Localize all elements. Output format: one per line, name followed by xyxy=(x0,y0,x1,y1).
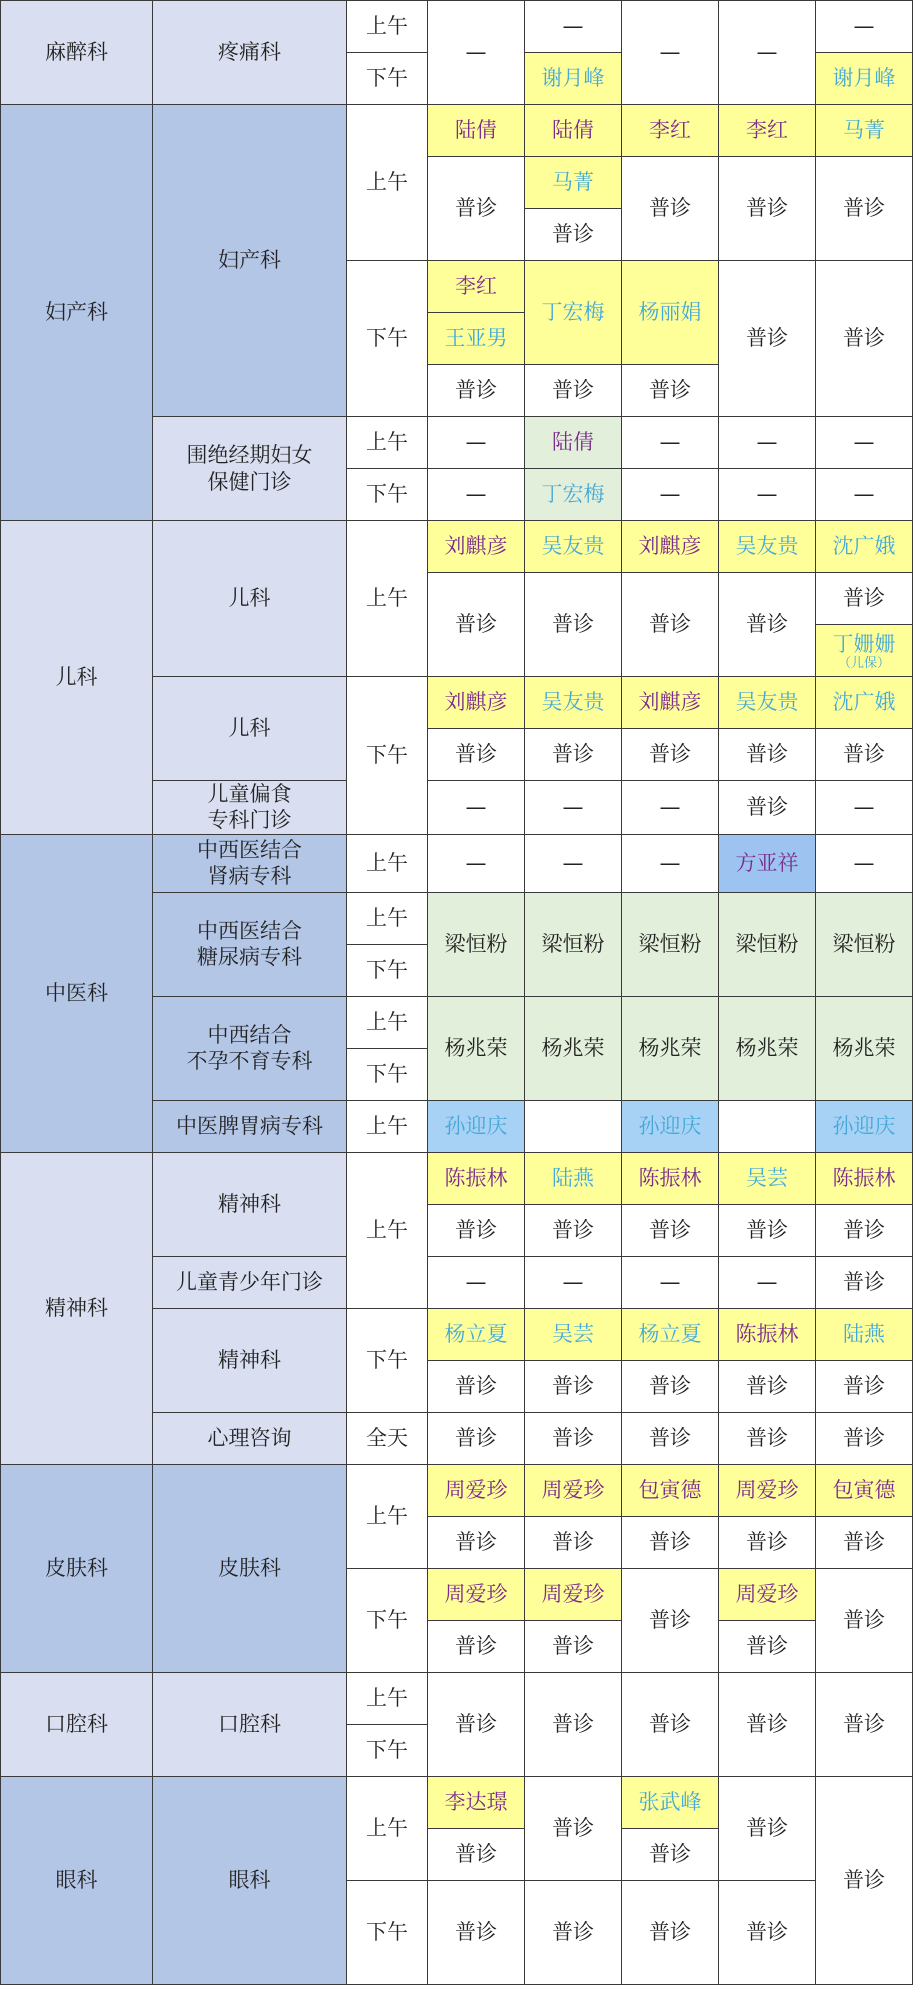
clinic-cell: 疼痛科 xyxy=(153,1,347,105)
general-clinic-cell: 普诊 xyxy=(525,1776,622,1880)
dash-cell: — xyxy=(816,469,913,521)
doctor-cell: 李红 xyxy=(719,105,816,157)
general-clinic-cell: 普诊 xyxy=(622,1516,719,1568)
general-clinic-cell: 普诊 xyxy=(816,729,913,781)
clinic-cell: 围绝经期妇女 保健门诊 xyxy=(153,417,347,521)
doctor-cell: 杨兆荣 xyxy=(719,996,816,1100)
general-clinic-cell: 普诊 xyxy=(428,1880,525,1984)
session-cell: 上午 xyxy=(347,996,428,1048)
dash-cell: — xyxy=(428,417,525,469)
clinic-cell: 中医脾胃病专科 xyxy=(153,1100,347,1152)
doctor-cell: 孙迎庆 xyxy=(622,1100,719,1152)
general-clinic-cell: 普诊 xyxy=(428,729,525,781)
general-clinic-cell: 普诊 xyxy=(719,1204,816,1256)
dash-cell: — xyxy=(428,781,525,835)
clinic-cell: 精神科 xyxy=(153,1152,347,1256)
general-clinic-cell: 普诊 xyxy=(622,1360,719,1412)
doctor-cell: 梁恒粉 xyxy=(428,892,525,996)
doctor-cell: 周爱珍 xyxy=(428,1568,525,1620)
doctor-cell: 方亚祥 xyxy=(719,834,816,892)
general-clinic-cell: 普诊 xyxy=(719,1516,816,1568)
general-clinic-cell: 普诊 xyxy=(816,1204,913,1256)
doctor-cell: 吴友贵 xyxy=(719,677,816,729)
session-cell: 上午 xyxy=(347,1672,428,1724)
clinic-cell: 中西结合 不孕不育专科 xyxy=(153,996,347,1100)
dash-cell: — xyxy=(816,1,913,53)
child-care-note: （儿保） xyxy=(837,656,890,672)
doctor-cell: 杨兆荣 xyxy=(816,996,913,1100)
general-clinic-cell: 普诊 xyxy=(428,365,525,417)
doctor-cell: 杨兆荣 xyxy=(428,996,525,1100)
session-cell: 下午 xyxy=(347,1724,428,1776)
clinic-cell: 口腔科 xyxy=(153,1672,347,1776)
dash-cell: — xyxy=(428,469,525,521)
dash-cell: — xyxy=(525,781,622,835)
general-clinic-cell: 普诊 xyxy=(622,573,719,677)
general-clinic-cell: 普诊 xyxy=(525,1880,622,1984)
dash-cell: — xyxy=(719,469,816,521)
doctor-cell: 谢月峰 xyxy=(525,53,622,105)
session-cell: 上午 xyxy=(347,521,428,677)
general-clinic-cell: 普诊 xyxy=(816,1516,913,1568)
doctor-cell: 沈广娥 xyxy=(816,521,913,573)
dash-cell: — xyxy=(622,469,719,521)
doctor-cell: 陈振林 xyxy=(719,1308,816,1360)
general-clinic-cell: 普诊 xyxy=(428,157,525,261)
doctor-cell: 吴友贵 xyxy=(719,521,816,573)
doctor-cell: 吴友贵 xyxy=(525,521,622,573)
doctor-cell: 马菁 xyxy=(525,157,622,209)
general-clinic-cell: 普诊 xyxy=(622,1568,719,1672)
general-clinic-cell: 普诊 xyxy=(622,365,719,417)
general-clinic-cell: 普诊 xyxy=(719,1620,816,1672)
session-cell: 下午 xyxy=(347,1308,428,1412)
dash-cell: — xyxy=(719,417,816,469)
doctor-cell: 吴友贵 xyxy=(525,677,622,729)
doctor-cell: 杨兆荣 xyxy=(622,996,719,1100)
general-clinic-cell: 普诊 xyxy=(816,1412,913,1464)
dash-cell: — xyxy=(525,834,622,892)
general-clinic-cell: 普诊 xyxy=(816,1672,913,1776)
doctor-cell: 孙迎庆 xyxy=(816,1100,913,1152)
clinic-cell: 眼科 xyxy=(153,1776,347,1984)
session-cell: 下午 xyxy=(347,1568,428,1672)
dash-cell: — xyxy=(816,834,913,892)
doctor-cell: 谢月峰 xyxy=(816,53,913,105)
doctor-cell: 张武峰 xyxy=(622,1776,719,1828)
clinic-cell: 皮肤科 xyxy=(153,1464,347,1672)
general-clinic-cell: 普诊 xyxy=(622,1880,719,1984)
department-cell: 口腔科 xyxy=(1,1672,153,1776)
general-clinic-cell: 普诊 xyxy=(428,1360,525,1412)
general-clinic-cell: 普诊 xyxy=(428,1516,525,1568)
general-clinic-cell: 普诊 xyxy=(428,1672,525,1776)
general-clinic-cell: 普诊 xyxy=(622,1672,719,1776)
doctor-cell: 吴芸 xyxy=(719,1152,816,1204)
clinic-cell: 精神科 xyxy=(153,1308,347,1412)
doctor-cell: 杨丽娟 xyxy=(622,261,719,365)
doctor-cell: 刘麒彦 xyxy=(622,521,719,573)
session-cell: 全天 xyxy=(347,1412,428,1464)
department-cell: 精神科 xyxy=(1,1152,153,1464)
doctor-cell: 陆倩 xyxy=(525,417,622,469)
doctor-cell: 丁宏梅 xyxy=(525,261,622,365)
dash-cell: — xyxy=(428,1,525,105)
clinic-cell: 儿科 xyxy=(153,521,347,677)
dash-cell: — xyxy=(525,1,622,53)
general-clinic-cell: 普诊 xyxy=(719,1672,816,1776)
doctor-cell: 梁恒粉 xyxy=(816,892,913,996)
general-clinic-cell: 普诊 xyxy=(622,729,719,781)
doctor-cell: 杨立夏 xyxy=(428,1308,525,1360)
department-cell: 中医科 xyxy=(1,834,153,1152)
doctor-cell: 杨立夏 xyxy=(622,1308,719,1360)
general-clinic-cell: 普诊 xyxy=(816,1568,913,1672)
dash-cell: — xyxy=(525,1256,622,1308)
session-cell: 下午 xyxy=(347,1880,428,1984)
doctor-cell: 梁恒粉 xyxy=(622,892,719,996)
session-cell: 下午 xyxy=(347,469,428,521)
session-cell: 上午 xyxy=(347,1152,428,1308)
department-cell: 眼科 xyxy=(1,1776,153,1984)
doctor-cell: 孙迎庆 xyxy=(428,1100,525,1152)
doctor-cell: 李红 xyxy=(622,105,719,157)
general-clinic-cell: 普诊 xyxy=(525,1672,622,1776)
dash-cell: — xyxy=(428,834,525,892)
empty-cell xyxy=(719,1100,816,1152)
general-clinic-cell: 普诊 xyxy=(428,573,525,677)
doctor-cell: 周爱珍 xyxy=(719,1568,816,1620)
doctor-cell: 陆燕 xyxy=(816,1308,913,1360)
general-clinic-cell: 普诊 xyxy=(525,365,622,417)
general-clinic-cell: 普诊 xyxy=(525,1516,622,1568)
doctor-cell: 陆倩 xyxy=(428,105,525,157)
general-clinic-cell: 普诊 xyxy=(428,1204,525,1256)
department-cell: 皮肤科 xyxy=(1,1464,153,1672)
session-cell: 上午 xyxy=(347,417,428,469)
doctor-cell: 吴芸 xyxy=(525,1308,622,1360)
doctor-cell: 李达璟 xyxy=(428,1776,525,1828)
clinic-cell: 儿童偏食 专科门诊 xyxy=(153,781,347,835)
department-cell: 妇产科 xyxy=(1,105,153,521)
general-clinic-cell: 普诊 xyxy=(525,1412,622,1464)
dash-cell: — xyxy=(622,1256,719,1308)
dash-cell: — xyxy=(428,1256,525,1308)
doctor-cell: 刘麒彦 xyxy=(428,521,525,573)
doctor-cell: 周爱珍 xyxy=(525,1568,622,1620)
clinic-cell: 妇产科 xyxy=(153,105,347,417)
session-cell: 上午 xyxy=(347,105,428,261)
session-cell: 上午 xyxy=(347,834,428,892)
dash-cell: — xyxy=(622,1,719,105)
general-clinic-cell: 普诊 xyxy=(525,1360,622,1412)
general-clinic-cell: 普诊 xyxy=(816,1360,913,1412)
general-clinic-cell: 普诊 xyxy=(719,157,816,261)
doctor-cell: 刘麒彦 xyxy=(428,677,525,729)
empty-cell xyxy=(525,1100,622,1152)
clinic-cell: 儿童青少年门诊 xyxy=(153,1256,347,1308)
doctor-cell: 丁宏梅 xyxy=(525,469,622,521)
session-cell: 下午 xyxy=(347,53,428,105)
doctor-cell: 沈广娥 xyxy=(816,677,913,729)
doctor-name: 丁姗姗 xyxy=(832,631,896,656)
general-clinic-cell: 普诊 xyxy=(816,1776,913,1984)
general-clinic-cell: 普诊 xyxy=(719,573,816,677)
dash-cell: — xyxy=(622,781,719,835)
general-clinic-cell: 普诊 xyxy=(719,1880,816,1984)
doctor-cell: 陆燕 xyxy=(525,1152,622,1204)
doctor-cell: 陈振林 xyxy=(622,1152,719,1204)
doctor-cell: 陈振林 xyxy=(428,1152,525,1204)
session-cell: 下午 xyxy=(347,677,428,835)
dash-cell: — xyxy=(816,417,913,469)
clinic-cell: 中西医结合 糖尿病专科 xyxy=(153,892,347,996)
session-cell: 上午 xyxy=(347,892,428,944)
general-clinic-cell: 普诊 xyxy=(719,1776,816,1880)
session-cell: 上午 xyxy=(347,1100,428,1152)
doctor-cell: 马菁 xyxy=(816,105,913,157)
dash-cell: — xyxy=(622,417,719,469)
clinic-cell: 中西医结合 肾病专科 xyxy=(153,834,347,892)
general-clinic-cell: 普诊 xyxy=(428,1412,525,1464)
general-clinic-cell: 普诊 xyxy=(816,1256,913,1308)
doctor-cell: 包寅德 xyxy=(816,1464,913,1516)
dash-cell: — xyxy=(719,1,816,105)
department-cell: 麻醉科 xyxy=(1,1,153,105)
general-clinic-cell: 普诊 xyxy=(816,261,913,417)
clinic-cell: 儿科 xyxy=(153,677,347,781)
dash-cell: — xyxy=(719,1256,816,1308)
general-clinic-cell: 普诊 xyxy=(622,1204,719,1256)
doctor-cell: 杨兆荣 xyxy=(525,996,622,1100)
general-clinic-cell: 普诊 xyxy=(525,1620,622,1672)
doctor-cell: 周爱珍 xyxy=(719,1464,816,1516)
general-clinic-cell: 普诊 xyxy=(816,157,913,261)
general-clinic-cell: 普诊 xyxy=(719,781,816,835)
doctor-cell: 梁恒粉 xyxy=(525,892,622,996)
session-cell: 下午 xyxy=(347,261,428,417)
general-clinic-cell: 普诊 xyxy=(525,729,622,781)
session-cell: 下午 xyxy=(347,1048,428,1100)
doctor-cell: 李红 xyxy=(428,261,525,313)
clinic-cell: 心理咨询 xyxy=(153,1412,347,1464)
general-clinic-cell: 普诊 xyxy=(525,209,622,261)
session-cell: 上午 xyxy=(347,1776,428,1880)
general-clinic-cell: 普诊 xyxy=(428,1620,525,1672)
general-clinic-cell: 普诊 xyxy=(525,1204,622,1256)
doctor-cell: 陈振林 xyxy=(816,1152,913,1204)
general-clinic-cell: 普诊 xyxy=(525,573,622,677)
general-clinic-cell: 普诊 xyxy=(428,1828,525,1880)
session-cell: 上午 xyxy=(347,1,428,53)
general-clinic-cell: 普诊 xyxy=(719,261,816,417)
doctor-cell: 周爱珍 xyxy=(428,1464,525,1516)
session-cell: 下午 xyxy=(347,944,428,996)
general-clinic-cell: 普诊 xyxy=(719,1412,816,1464)
doctor-cell xyxy=(816,625,913,677)
dash-cell: — xyxy=(622,834,719,892)
general-clinic-cell: 普诊 xyxy=(719,729,816,781)
general-clinic-cell: 普诊 xyxy=(719,1360,816,1412)
general-clinic-cell: 普诊 xyxy=(622,1828,719,1880)
doctor-cell: 刘麒彦 xyxy=(622,677,719,729)
department-cell: 儿科 xyxy=(1,521,153,835)
general-clinic-cell: 普诊 xyxy=(622,157,719,261)
session-cell: 上午 xyxy=(347,1464,428,1568)
doctor-cell: 陆倩 xyxy=(525,105,622,157)
general-clinic-cell: 普诊 xyxy=(816,573,913,625)
doctor-cell: 梁恒粉 xyxy=(719,892,816,996)
doctor-cell: 王亚男 xyxy=(428,313,525,365)
dash-cell: — xyxy=(816,781,913,835)
doctor-cell: 包寅德 xyxy=(622,1464,719,1516)
general-clinic-cell: 普诊 xyxy=(622,1412,719,1464)
doctor-cell: 周爱珍 xyxy=(525,1464,622,1516)
